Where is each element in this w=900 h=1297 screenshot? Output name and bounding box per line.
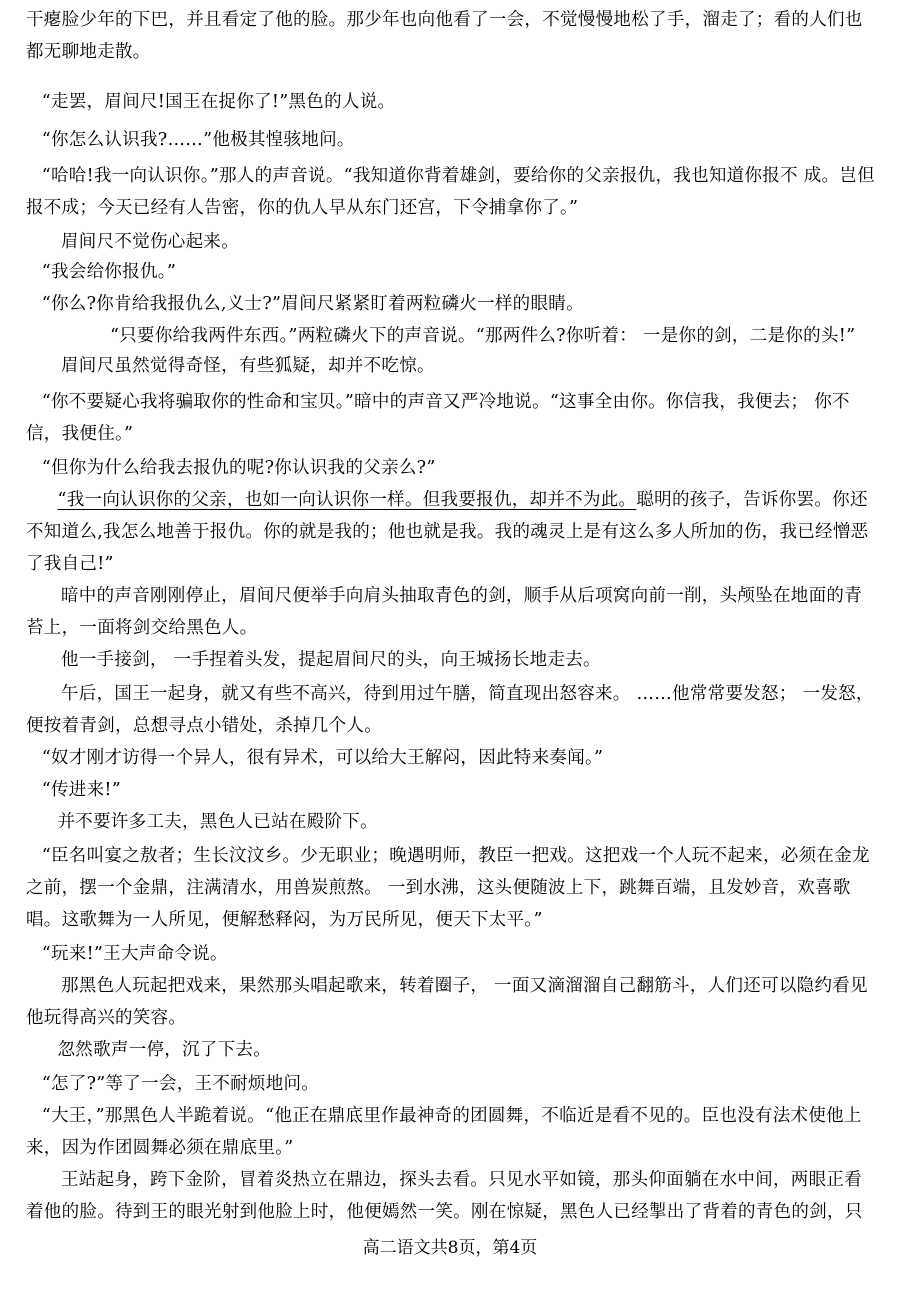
underlined-sentence: “我一向认识你的父亲，也如一向认识你一样。但我要报仇，却并不为此。 xyxy=(57,490,637,510)
paragraph-3: “你怎么认识我?……”他极其惶骇地问。 xyxy=(41,130,355,150)
paragraph-17: “传进来!” xyxy=(41,780,121,800)
paragraph-21: 那黑色人玩起把戏来，果然那头唱起歌来，转着圈子， 一面又滴溜溜自己翻筋斗，人们还可以隐约看见他玩得高兴的笑容。 xyxy=(26,976,868,1028)
paragraph-6: “我会给你报仇。” xyxy=(41,262,177,282)
paragraph-2: “走罢，眉间尺!国王在捉你了!”黑色的人说。 xyxy=(41,92,396,112)
paragraph-19: “臣名叫宴之敖者；生长汶汶乡。少无职业；晚遇明师，教臣一把戏。这把戏一个人玩不起来，必须在金龙之前，摆一个金鼎，注满清水，用兽炭煎熬。 一到水沸，这头便随波上下，跳舞百端，且发妙音，欢喜歌唱。这歌舞为一人所见，便解愁释闷，为万民所见，便天下太平。” xyxy=(26,846,870,930)
paragraph-7: “你么?你肯给我报仇么,义士?”眉间尺紧紧盯着两粒磷火一样的眼睛。 xyxy=(41,294,584,314)
paragraph-18: 并不要许多工夫，黑色人已站在殿阶下。 xyxy=(57,812,378,832)
paragraph-20: “玩来!”王大声命令说。 xyxy=(41,944,228,964)
paragraph-4: “哈哈!我一向认识你。”那人的声音说。“我知道你背着雄剑，要给你的父亲报仇，我也知道你报不 成。岂但报不成；今天已经有人告密，你的仇人早从东门还宫，下令捕拿你了。” xyxy=(26,166,875,218)
paragraph-8: “只要你给我两件东西。”两粒磷火下的声音说。“那两件么?你听着： 一是你的剑，二是你的头!” xyxy=(110,326,856,346)
paragraph-5: 眉间尺不觉伤心起来。 xyxy=(61,232,239,252)
paragraph-22: 忽然歌声一停，沉了下去。 xyxy=(57,1040,272,1060)
paragraph-24: “大王，”那黑色人半跪着说。“他正在鼎底里作最神奇的团圆舞，不临近是看不见的。臣也没有法术使他上来，因为作团圆舞必须在鼎底里。” xyxy=(26,1106,862,1158)
paragraph-23: “怎了?”等了一会，王不耐烦地问。 xyxy=(41,1074,320,1094)
page-footer: 高二语文共8页，第4页 xyxy=(362,1238,538,1258)
paragraph-1: 干瘪脸少年的下巴，并且看定了他的脸。那少年也向他看了一会，不觉慢慢地松了手，溜走了；看的人们也都无聊地走散。 xyxy=(26,10,863,62)
paragraph-25: 王站起身，跨下金阶，冒着炎热立在鼎边，探头去看。只见水平如镜，那头仰面躺在水中间，两眼正看着他的脸。待到王的眼光射到他脸上时，他便嫣然一笑。刚在惊疑，黑色人已经掣出了背着的青色的剑，只 xyxy=(26,1170,863,1222)
paragraph-12 xyxy=(26,484,876,580)
paragraph-14: 他一手接剑， 一手捏着头发，提起眉间尺的头，向王城扬长地走去。 xyxy=(61,650,601,670)
paragraph-16: “奴才刚才访得一个异人，很有异术，可以给大王解闷，因此特来奏闻。” xyxy=(41,748,604,768)
paragraph-15: 午后，国王一起身，就又有些不高兴，待到用过午膳，简直现出怒容来。 ……他常常要发怒； 一发怒，便按着青剑，总想寻点小错处，杀掉几个人。 xyxy=(26,684,874,736)
paragraph-9: 眉间尺虽然觉得奇怪，有些狐疑，却并不吃惊。 xyxy=(61,356,435,376)
paragraph-10: “你不要疑心我将骗取你的性命和宝贝。”暗中的声音又严冷地说。“这事全由你。你信我，我便去； 你不信，我便住。” xyxy=(26,392,850,444)
paragraph-13: 暗中的声音刚刚停止，眉间尺便举手向肩头抽取青色的剑，顺手从后项窝向前一削，头颅坠在地面的青苔上，一面将剑交给黑色人。 xyxy=(26,586,862,638)
paragraph-11: “但你为什么给我去报仇的呢?你认识我的父亲么?” xyxy=(41,458,436,478)
paragraph-12-rest: 聪明的孩子，告诉你罢。你还不知道么,我怎么地善于报仇。你的就是我的；他也就是我。我的魂灵上是有这么多人所加的伤，我已经憎恶了我自己!” xyxy=(26,490,869,574)
